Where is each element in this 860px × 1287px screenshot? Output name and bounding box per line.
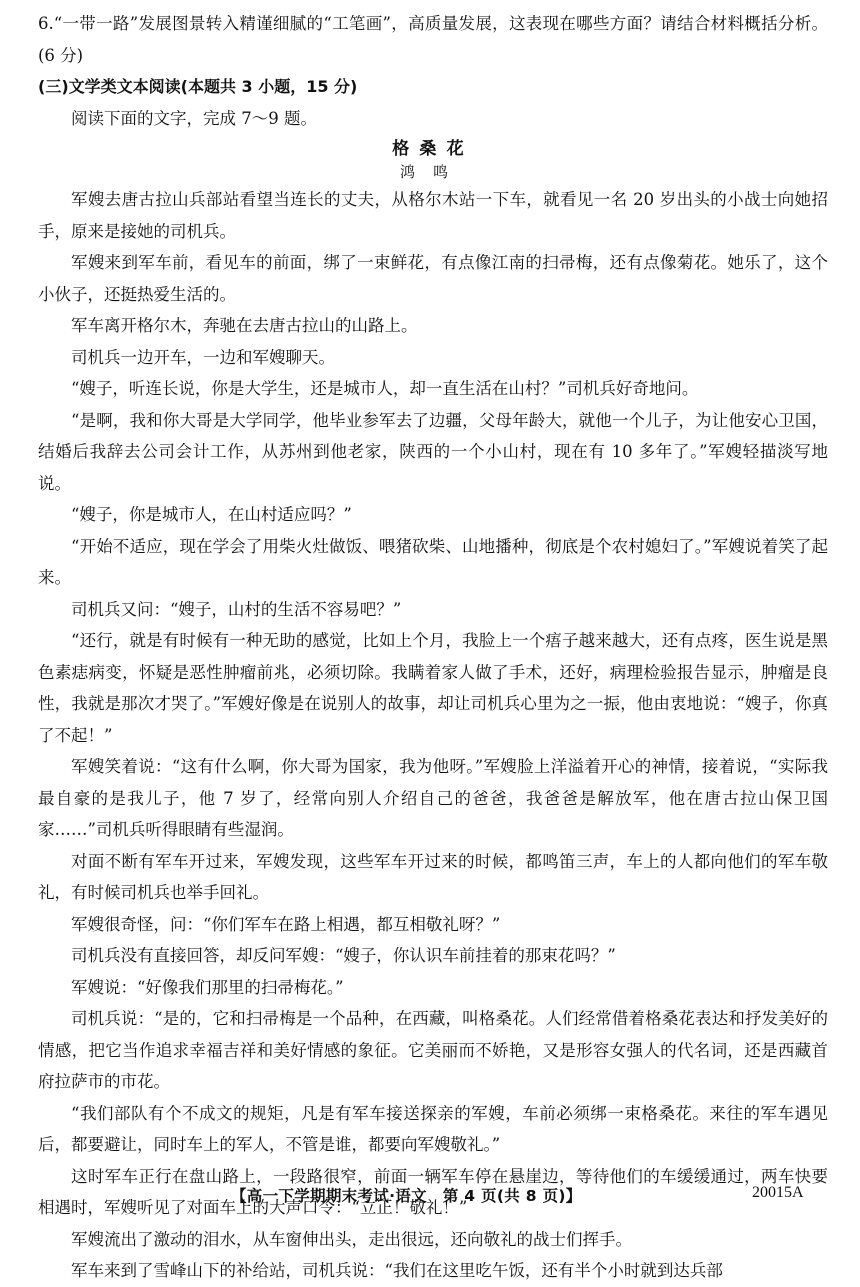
reading-instruction: 阅读下面的文字，完成 7～9 题。 — [71, 108, 317, 128]
story-paragraph: “是啊，我和你大哥是大学同学，他毕业参军去了边疆，父母年龄大，就他一个儿子，为让他安心卫国，结婚后我辞去公司会计工作，从苏州到他老家，陕西的一个小山村，现在有 10 多年了。”军嫂轻描淡写地说。 — [38, 410, 828, 493]
page-footer — [0, 1184, 860, 1208]
story-title: 格桑花 — [392, 139, 474, 159]
story-paragraph: 军车来到了雪峰山下的补给站，司机兵说：“我们在这里吃午饭，还有半个小时就到达兵部 — [71, 1261, 723, 1280]
story-paragraph: 司机兵又问：“嫂子，山村的生活不容易吧？” — [71, 599, 402, 619]
story-paragraph: “开始不适应，现在学会了用柴火灶做饭、喂猪砍柴、山地播种，彻底是个农村媳妇了。”军嫂说着笑了起来。 — [38, 536, 828, 587]
story-paragraph: 对面不断有军车开过来，军嫂发现，这些军车开过来的时候，都鸣笛三声，车上的人都向他们的军车敬礼，有时候司机兵也举手回礼。 — [38, 851, 828, 902]
footer-code: 20015A — [752, 1184, 804, 1201]
story-paragraph: 军车离开格尔木，奔驰在去唐古拉山的山路上。 — [71, 316, 418, 335]
footer-exam-info: 【高一下学期期末考试·语文 第 4 页(共 8 页)】 — [231, 1187, 582, 1205]
story-author: 鸿鸣 — [399, 163, 466, 181]
story-paragraph: “我们部队有个不成文的规矩，凡是有军车接送探亲的军嫂，车前必须绑一束格桑花。来往的军车遇见后，都要避让，同时车上的军人，不管是谁，都要向军嫂敬礼。” — [38, 1103, 828, 1154]
story-paragraph: 军嫂来到军车前，看见车的前面，绑了一束鲜花，有点像江南的扫帚梅，还有点像菊花。她乐了，这个小伙子，还挺热爱生活的。 — [38, 253, 828, 304]
story-paragraph: “嫂子，你是城市人，在山村适应吗？” — [71, 505, 352, 524]
question-6: 6.“一带一路”发展图景转入精谨细腻的“工笔画”，高质量发展，这表现在哪些方面？请结合材料概括分析。(6 分) — [38, 14, 828, 65]
story-paragraph: 司机兵说：“是的，它和扫帚梅是一个品种，在西藏，叫格桑花。人们经常借着格桑花表达和抒发美好的情感，把它当作追求幸福吉祥和美好情感的象征。它美丽而不娇艳，又是形容女强人的代名词，还是西藏首府拉萨市的市花。 — [38, 1009, 828, 1091]
story-paragraph: 军嫂说：“好像我们那里的扫帚梅花。” — [71, 977, 344, 997]
story-paragraph: 军嫂笑着说：“这有什么啊，你大哥为国家，我为他呀。”军嫂脸上洋溢着开心的神情，接着说，“实际我最自豪的是我儿子，他 7 岁了，经常向别人介绍自己的爸爸，我爸爸是解放军，他在唐古拉山保卫国家……”司机兵听得眼睛有些湿润。 — [38, 757, 828, 839]
story-paragraph: “还行，就是有时候有一种无助的感觉，比如上个月，我脸上一个痦子越来越大，还有点疼，医生说是黑色素痣病变，怀疑是恶性肿瘤前兆，必须切除。我瞒着家人做了手术，还好，病理检验报告显示，肿瘤是良性，我就是那次才哭了。”军嫂好像是在说别人的故事，却让司机兵心里为之一振，他由衷地说：“嫂子，你真了不起！” — [38, 631, 828, 745]
story-paragraph: 司机兵没有直接回答，却反问军嫂：“嫂子，你认识车前挂着的那束花吗？” — [71, 946, 616, 965]
story-body — [38, 184, 828, 1287]
story-paragraph: “嫂子，听连长说，你是大学生，还是城市人，却一直生活在山村？”司机兵好奇地问。 — [71, 379, 699, 398]
story-paragraph: 军嫂很奇怪，问：“你们军车在路上相遇，都互相敬礼呀？” — [71, 914, 501, 934]
section-heading: (三)文学类文本阅读(本题共 3 小题，15 分) — [38, 77, 358, 96]
story-paragraph: 司机兵一边开车，一边和军嫂聊天。 — [71, 347, 335, 367]
story-paragraph: 这时军车正行在盘山路上，一段路很窄，前面一辆军车停在悬崖边，等待他们的车缓缓通过，两车快要相遇时，军嫂听见了对面车上的大声口令：“立正！敬礼！” — [38, 1166, 828, 1217]
story-paragraph: 军嫂流出了激动的泪水，从车窗伸出头，走出很远，还向敬礼的战士们挥手。 — [71, 1229, 632, 1249]
story-paragraph: 军嫂去唐古拉山兵部站看望当连长的丈夫，从格尔木站一下车，就看见一名 20 岁出头的小战士向她招手，原来是接她的司机兵。 — [38, 190, 828, 241]
exam-page — [38, 8, 828, 1287]
